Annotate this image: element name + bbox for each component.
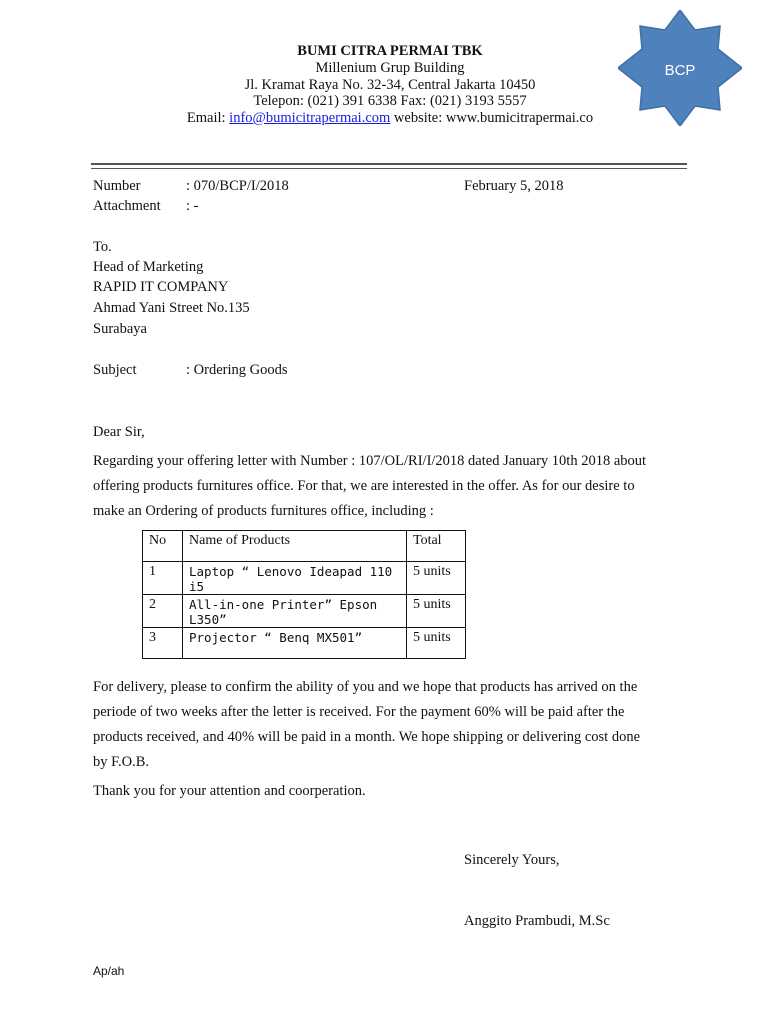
reference-initials: Ap/ah [93,964,125,978]
row-no: 3 [143,628,183,659]
number-label: Number [93,178,141,194]
attachment-value: : - [186,198,199,214]
letterhead-divider-thick [91,163,687,165]
valediction: Sincerely Yours, [464,852,560,868]
company-contact-line [0,110,768,127]
intro-line-2: offering products furnitures office. For that, we are interested in the offer. As for our desire to [93,478,635,494]
subject-label: Subject [93,362,137,378]
row-total: 5 units [407,595,466,628]
header-total: Total [407,531,466,562]
attachment-label: Attachment [93,198,161,214]
row-no: 2 [143,595,183,628]
recipient-city: Surabaya [93,321,147,337]
row-no: 1 [143,562,183,595]
header-name: Name of Products [183,531,407,562]
website-text: website: www.bumicitrapermai.co [390,110,594,126]
delivery-line-4: by F.O.B. [93,754,150,770]
letter-date: February 5, 2018 [464,178,564,194]
table-row [143,628,466,659]
badge-label: BCP [664,61,696,79]
letterhead-divider-thin [91,168,687,169]
recipient-company: RAPID IT COMPANY [93,279,229,295]
subject-value: : Ordering Goods [186,362,288,378]
table-row [143,562,466,595]
intro-line-3: make an Ordering of products furnitures office, including : [93,503,434,519]
row-product-name: Projector “ Benq MX501” [183,628,407,659]
company-building: Millenium Grup Building [315,60,465,76]
row-total: 5 units [407,628,466,659]
company-name: BUMI CITRA PERMAI TBK [297,43,483,59]
row-product-name: All-in-one Printer” Epson L350” [183,595,407,628]
salutation: Dear Sir, [93,424,145,440]
delivery-line-1: For delivery, please to confirm the ability of you and we hope that products has arrived on the [93,679,638,695]
email-label: Email: [186,110,230,126]
delivery-line-2: periode of two weeks after the letter is received. For the payment 60% will be paid after the [93,704,625,720]
company-address: Jl. Kramat Raya No. 32-34, Central Jakarta 10450 [244,77,536,93]
thanks-line: Thank you for your attention and coorperation. [93,783,366,799]
signatory-name: Anggito Prambudi, M.Sc [464,913,610,929]
recipient-street: Ahmad Yani Street No.135 [93,300,250,316]
recipient-to: To. [93,239,112,255]
header-no: No [143,531,183,562]
recipient-title: Head of Marketing [93,259,204,275]
table-header-row [143,531,466,562]
delivery-line-3: products received, and 40% will be paid in a month. We hope shipping or delivering cost done [93,729,641,745]
products-table [142,530,466,659]
intro-line-1: Regarding your offering letter with Number : 107/OL/RI/I/2018 dated January 10th 2018 about [93,453,647,469]
row-product-name: Laptop “ Lenovo Ideapad 110 i5 [183,562,407,595]
number-value: : 070/BCP/I/2018 [186,178,289,194]
email-link[interactable]: info@bumicitrapermai.com [229,110,391,126]
company-phone-fax: Telepon: (021) 391 6338 Fax: (021) 3193 5557 [253,93,527,109]
table-row [143,595,466,628]
row-total: 5 units [407,562,466,595]
